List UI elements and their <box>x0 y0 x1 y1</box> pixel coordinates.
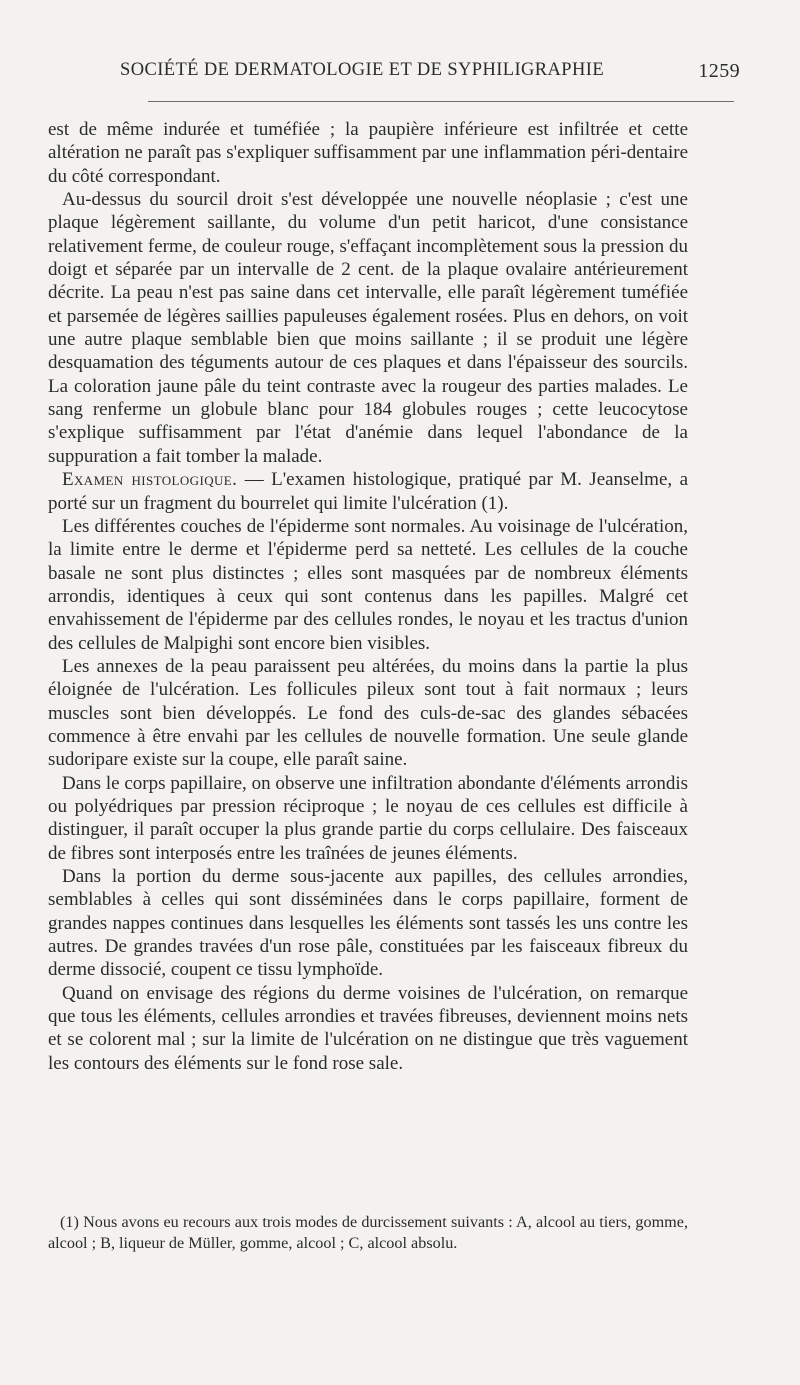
running-title: SOCIÉTÉ DE DERMATOLOGIE ET DE SYPHILIGRAPHIE <box>120 60 605 80</box>
footnote <box>48 1212 688 1254</box>
paragraph: est de même indurée et tuméfiée ; la paupière inférieure est infiltrée et cette altération ne paraît pas s'expliquer suffisamment par une inflammation péri-dentaire du côté correspondant. <box>48 119 688 187</box>
body-text <box>48 118 688 1075</box>
footnote-text: (1) Nous avons eu recours aux trois modes de durcissement suivants : A, alcool au tiers, gomme, alcool ; B, liqueur de Müller, gomme, alcool ; C, alcool absolu. <box>48 1213 688 1252</box>
page-number: 1259 <box>698 60 740 82</box>
paragraph: Les différentes couches de l'épiderme sont normales. Au voisinage de l'ulcération, la limite entre le derme et l'épiderme perd sa netteté. Les cellules de la couche basale ne sont plus distinctes ; elles sont masquées par de nombreux éléments arrondis, identiques à ceux qui sont contenus dans les papilles. Malgré cet envahissement de l'épiderme par des cellules rondes, le noyau et les tractus d'union des cellules de Malpighi sont encore bien visibles. <box>48 515 688 654</box>
paragraph: Quand on envisage des régions du derme voisines de l'ulcération, on remarque que tous les éléments, cellules arrondies et travées fibreuses, deviennent moins nets et se colorent mal ; sur la limite de l'ulcération on ne distingue que très vaguement les contours des éléments sur le fond rose sale. <box>48 982 688 1074</box>
exam-label: Examen histologique. <box>62 469 238 491</box>
paragraph: Dans la portion du derme sous-jacente aux papilles, des cellules arrondies, semblables à celles qui sont disséminées dans le corps papillaire, forment de grandes nappes continues dans lesquelles les éléments sont tassés les uns contre les autres. De grandes travées d'un rose pâle, constituées par les faisceaux fibreux du derme dissocié, coupent ce tissu lymphoïde. <box>48 866 688 981</box>
exam-text: — L'examen histologique, pratiqué par M. Jeanselme, a porté sur un fragment du bourrelet qui limite l'ulcération (1). <box>48 469 688 514</box>
book-page <box>48 0 740 1385</box>
paragraph: Les annexes de la peau paraissent peu altérées, du moins dans la partie la plus éloignée de l'ulcération. Les follicules pileux sont tout à fait normaux ; leurs muscles sont bien développés. Le fond des culs-de-sac des glandes sébacées commence à être envahi par les cellules de nouvelle formation. Une seule glande sudoripare existe sur la coupe, elle paraît saine. <box>48 655 688 771</box>
paragraph: Dans le corps papillaire, on observe une infiltration abondante d'éléments arrondis ou polyédriques par pression réciproque ; le noyau de ces cellules est difficile à distinguer, il paraît occuper la plus grande partie du corps cellulaire. Des faisceaux de fibres sont interposés entre les traînées de jeunes éléments. <box>48 772 688 864</box>
paragraph: Au-dessus du sourcil droit s'est développée une nouvelle néoplasie ; c'est une plaque légèrement saillante, du volume d'un petit haricot, d'une consistance relativement ferme, de couleur rouge, s'effaçant incomplètement sous la pression du doigt et séparée par un intervalle de 2 cent. de la plaque ovalaire antérieurement décrite. La peau n'est pas saine dans cet intervalle, elle paraît légèrement tuméfiée et parsemée de légères saillies papuleuses également rosées. Plus en dehors, on voit une autre plaque semblable bien que moins saillante ; il se produit une légère desquamation des téguments autour de ces plaques et dans l'épaisseur des sourcils. La coloration jaune pâle du teint contraste avec la rougeur des parties malades. Le sang renferme un globule blanc pour 184 globules rouges ; cette leucocytose s'explique suffisamment par l'état d'anémie dans lequel l'abondance de la suppuration a fait tomber la malade. <box>48 189 688 467</box>
paragraph-exam <box>48 468 688 515</box>
header-rule <box>148 101 734 102</box>
